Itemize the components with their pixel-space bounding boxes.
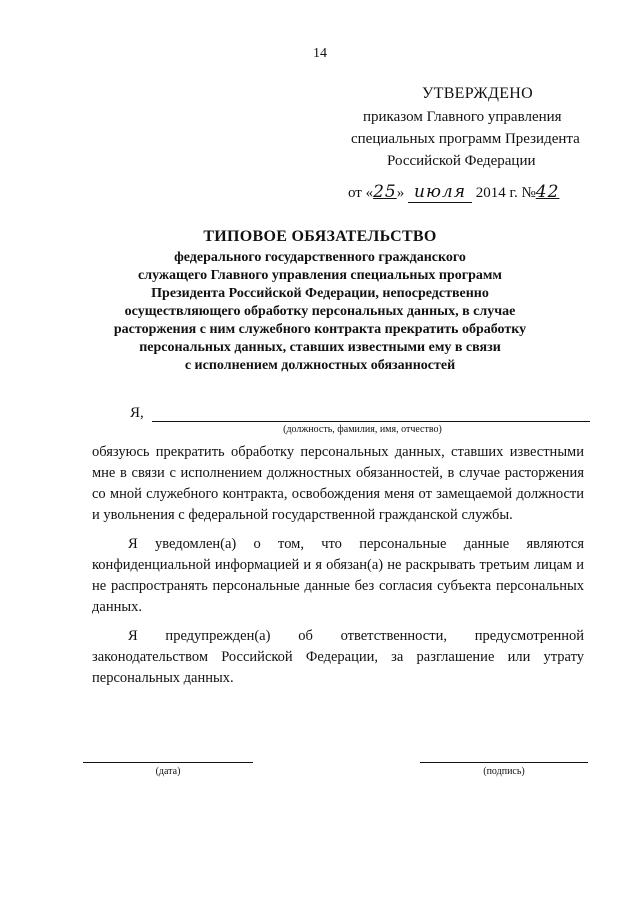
signatory-prefix: Я, <box>130 405 144 421</box>
document-title-block <box>0 228 640 375</box>
signatory-blank-line <box>152 421 590 422</box>
title-line: служащего Главного управления специальных программ <box>138 268 502 283</box>
handwritten-order-number: 42 <box>535 182 560 202</box>
date-caption: (дата) <box>155 766 181 777</box>
date-year: 2014 г. № <box>475 185 536 201</box>
body-text <box>92 442 584 697</box>
date-prefix: от « <box>348 185 374 201</box>
signature-line <box>420 762 588 777</box>
approval-line: специальных программ Президента <box>351 131 580 147</box>
title-line: Президента Российской Федерации, непосредственно <box>151 286 489 301</box>
document-title: ТИПОВОЕ ОБЯЗАТЕЛЬСТВО <box>203 228 437 245</box>
approval-date-line <box>348 182 559 203</box>
paragraph: обязуюсь прекратить обработку персональных данных, ставших известными мне в связи с исполнением должностных обязанностей, в случае расторжения со мной служебного контракта, освобождения меня от замещаемой должности и увольнения с федеральной государственной гражданской службы. <box>92 444 584 523</box>
title-line: расторжения с ним служебного контракта прекратить обработку <box>113 322 527 337</box>
title-line: осуществляющего обработку персональных данных, в случае <box>124 304 516 319</box>
signature-caption: (подпись) <box>483 766 525 777</box>
approval-line: приказом Главного управления <box>363 109 562 125</box>
approval-stamp: УТВЕРЖДЕНО <box>422 85 534 102</box>
title-line: федерального государственного гражданского <box>174 250 466 265</box>
title-line: персональных данных, ставших известными ему в связи <box>139 340 501 355</box>
paragraph: Я предупрежден(а) об ответственности, предусмотренной законодательством Российской Федерации, за разглашение или утрату персональных данных. <box>92 628 584 686</box>
title-line: с исполнением должностных обязанностей <box>184 358 456 373</box>
date-signature-line <box>83 762 253 777</box>
handwritten-day: 25 <box>373 182 397 202</box>
approval-line: Российской Федерации <box>387 153 536 169</box>
signatory-caption: (должность, фамилия, имя, отчество) <box>283 424 442 435</box>
handwritten-month: июля <box>408 182 472 203</box>
paragraph: Я уведомлен(а) о том, что персональные данные являются конфиденциальной информацией и я обязан(а) не раскрывать третьим лицам и не распространять персональные данные без согласия субъекта персональных данных. <box>92 536 584 615</box>
page-number: 14 <box>313 46 327 61</box>
date-day-close: » <box>396 185 405 201</box>
